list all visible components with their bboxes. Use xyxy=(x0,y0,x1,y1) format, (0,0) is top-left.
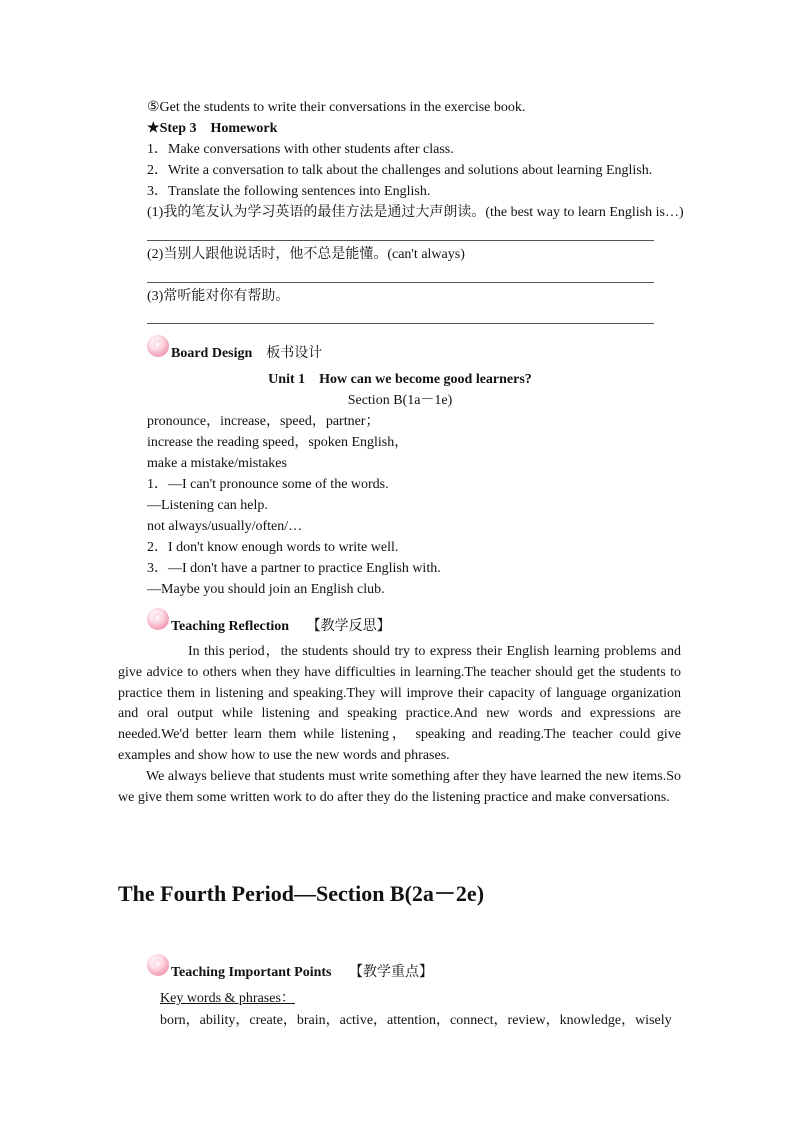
key-words-list: born，ability，create，brain，active，attention，connect，review，knowledge，wisely xyxy=(160,1013,672,1028)
step-item-5: ⑤Get the students to write their conversations in the exercise book. xyxy=(147,100,526,115)
homework-item-3: 3．Translate the following sentences into English. xyxy=(147,184,431,199)
answer-line-1 xyxy=(147,240,654,241)
translate-sentence-2: (2)当别人跟他说话时，他不总是能懂。(can't always) xyxy=(147,247,465,262)
board-line: pronounce，increase，speed，partner； xyxy=(147,414,380,429)
flower-icon xyxy=(147,608,169,630)
answer-line-3 xyxy=(147,323,654,324)
period-heading: The Fourth Period—Section B(2a－2e) xyxy=(118,881,485,906)
board-section: Section B(1a－1e) xyxy=(347,393,453,408)
star-icon: ★ xyxy=(147,121,160,136)
flower-icon xyxy=(147,335,169,357)
key-words-label: Key words & phrases： xyxy=(160,991,295,1006)
board-line: —Listening can help. xyxy=(147,498,268,513)
board-line: 1．—I can't pronounce some of the words. xyxy=(147,477,389,492)
translate-sentence-3: (3)常听能对你有帮助。 xyxy=(147,289,290,304)
translate-sentence-1: (1)我的笔友认为学习英语的最佳方法是通过大声朗读。(the best way to learn English is…) xyxy=(147,205,684,220)
board-line: make a mistake/mistakes xyxy=(147,456,287,471)
teaching-points-title: Teaching Important Points 【教学重点】 xyxy=(171,965,434,980)
board-line: —Maybe you should join an English club. xyxy=(147,582,385,597)
teaching-reflection-title: Teaching Reflection 【教学反思】 xyxy=(171,619,391,634)
board-line: 2．I don't know enough words to write well. xyxy=(147,540,399,555)
reflection-paragraph-1: In this period，the students should try to express their English learning problems and give advice to others when they have difficulties in learning.The teacher should get the students to practice them in listening and speaking.They will improve their capacity of language organization and oral output while listening and speaking practice.And new words and expressions are needed.We'd better learn them while listening， speaking and reading.The teacher could give examples and show how to use the new words and phrases. xyxy=(118,644,681,763)
homework-item-1: 1．Make conversations with other students after class. xyxy=(147,142,454,157)
flower-icon xyxy=(147,954,169,976)
board-line: increase the reading speed，spoken English， xyxy=(147,435,409,450)
answer-line-2 xyxy=(147,282,654,283)
board-design-title: Board Design 板书设计 xyxy=(171,346,323,361)
board-unit-title: Unit 1 How can we become good learners? xyxy=(268,372,532,387)
homework-item-2: 2．Write a conversation to talk about the challenges and solutions about learning English. xyxy=(147,163,653,178)
reflection-paragraph-2: We always believe that students must write something after they have learned the new items.So we give them some written work to do after they do the listening practice and make conversations. xyxy=(118,769,681,805)
board-line: not always/usually/often/… xyxy=(147,519,303,534)
board-line: 3．—I don't have a partner to practice English with. xyxy=(147,561,441,576)
step3-title: ★Step 3 Homework xyxy=(147,121,278,136)
